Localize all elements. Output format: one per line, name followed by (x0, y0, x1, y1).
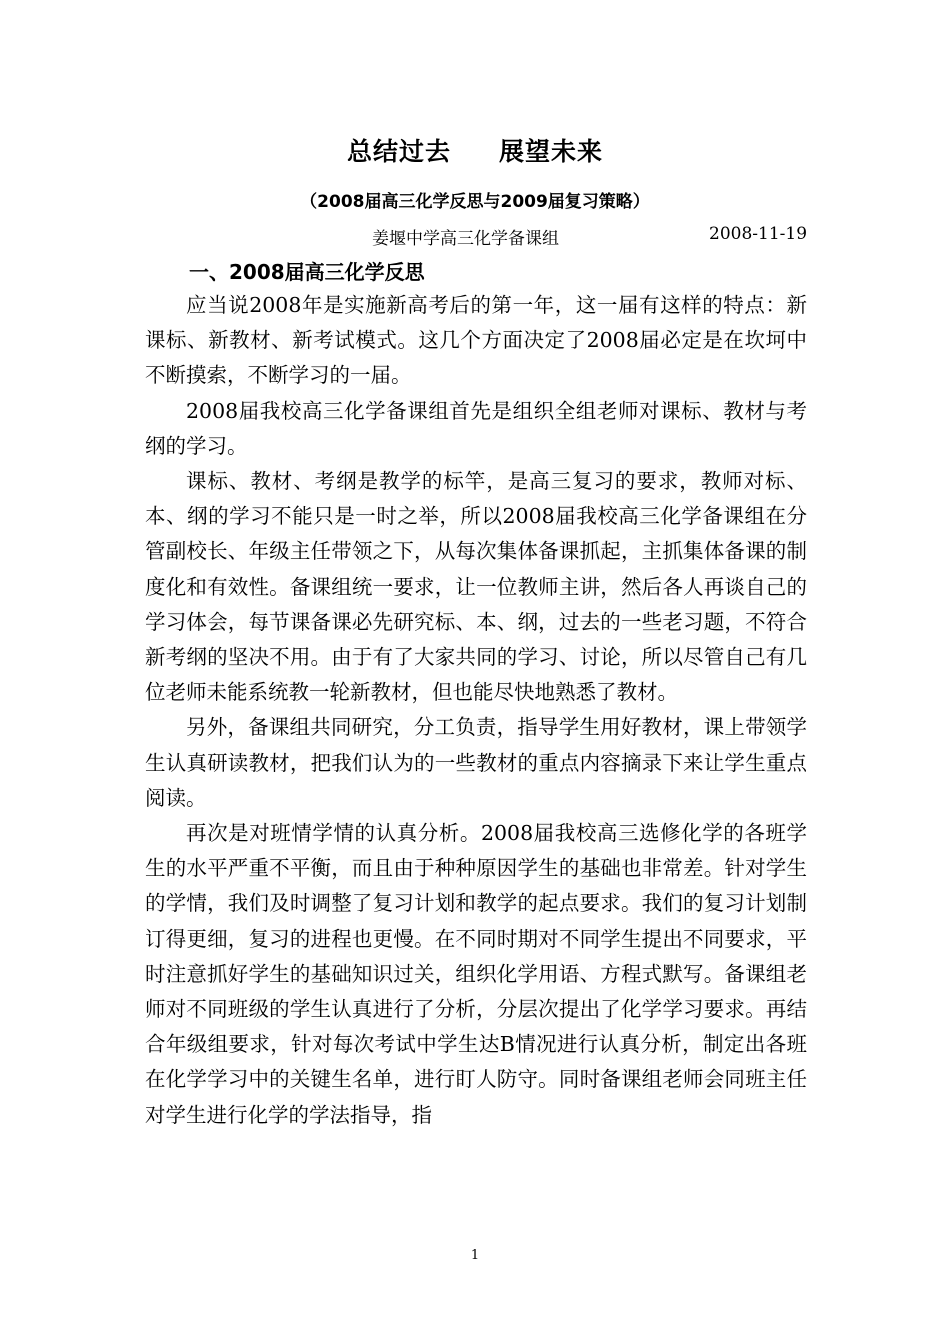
section-heading: 一、2008届高三化学反思 (189, 260, 425, 284)
paragraph-5: 再次是对班情学情的认真分析。2008届我校高三选修化学的各班学生的水平严重不平衡，而且由于种种原因学生的基础也非常差。针对学生的学情，我们及时调整了复习计划和教学的起点要求。我们的复习计划制订得更细，复习的进程也更慢。在不同时期对不同学生提出不同要求，平时注意抓好学生的基础知识过关，组织化学用语、方程式默写。备课组老师对不同班级的学生认真进行了分析，分层次提出了化学学习要求。再结合年级组要求，针对每次考试中学生达B情况进行认真分析，制定出各班在化学学习中的关键生名单，进行盯人防守。同时备课组老师会同班主任对学生进行化学的学法指导，指 (145, 821, 807, 1127)
paragraph-3: 课标、教材、考纲是教学的标竿，是高三复习的要求，教师对标、本、纲的学习不能只是一时之举，所以2008届我校高三化学备课组在分管副校长、年级主任带领之下，从每次集体备课抓起，主抓集体备课的制度化和有效性。备课组统一要求，让一位教师主讲，然后各人再谈自己的学习体会，每节课备课必先研究标、本、纲，过去的一些老习题，不符合新考纲的坚决不用。由于有了大家共同的学习、讨论，所以尽管自己有几位老师未能系统教一轮新教材，但也能尽快地熟悉了教材。 (145, 469, 807, 705)
title-part-1: 总结过去 (346, 137, 451, 166)
paragraph-2: 2008届我校高三化学备课组首先是组织全组老师对课标、教材与考纲的学习。 (145, 398, 807, 458)
body-text (145, 288, 807, 1133)
paragraph-4: 另外，备课组共同研究，分工负责，指导学生用好教材，课上带领学生认真研读教材，把我们认为的一些教材的重点内容摘录下来让学生重点阅读。 (145, 715, 807, 810)
document-date: 2008-11-19 (709, 224, 808, 244)
author-byline: 姜堰中学高三化学备课组 (372, 229, 559, 249)
paragraph-1: 应当说2008年是实施新高考后的第一年，这一届有这样的特点：新课标、新教材、新考试模式。这几个方面决定了2008届必定是在坎坷中不断摸索，不断学习的一届。 (145, 293, 807, 388)
page-title (0, 132, 950, 168)
title-part-2: 展望未来 (499, 137, 604, 166)
subtitle: （2008届高三化学反思与2009届复习策略） (300, 192, 650, 212)
page-number: 1 (470, 1248, 480, 1263)
